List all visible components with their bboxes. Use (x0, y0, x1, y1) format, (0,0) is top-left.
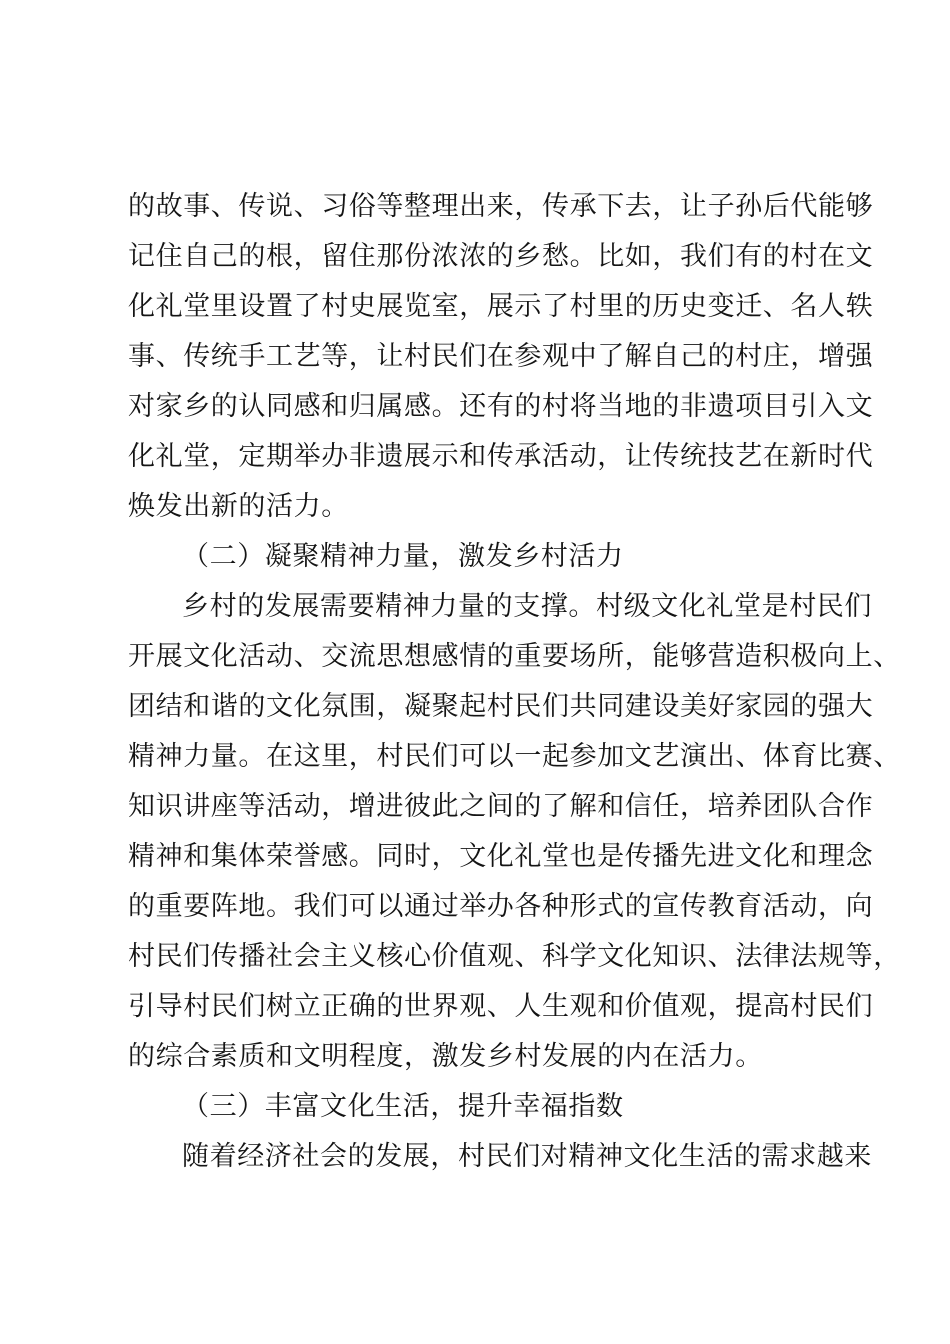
text-line-15: 的重要阵地。我们可以通过举办各种形式的宣传教育活动，向 (128, 891, 874, 922)
text-line-6: 化礼堂，定期举办非遗展示和传承活动，让传统技艺在新时代 (128, 441, 874, 472)
text-line-7: 焕发出新的活力。 (128, 491, 349, 522)
text-line-10: 开展文化活动、交流思想感情的重要场所，能够营造积极向上、 (128, 641, 901, 672)
text-line-3: 化礼堂里设置了村史展览室，展示了村里的历史变迁、名人轶 (128, 291, 874, 322)
text-line-18: 的综合素质和文明程度，激发乡村发展的内在活力。 (128, 1041, 763, 1072)
text-line-4: 事、传统手工艺等，让村民们在参观中了解自己的村庄，增强 (128, 341, 874, 372)
text-line-1: 的故事、传说、习俗等整理出来，传承下去，让子孙后代能够 (128, 191, 874, 222)
text-line-14: 精神和集体荣誉感。同时，文化礼堂也是传播先进文化和理念 (128, 841, 874, 872)
text-line-16: 村民们传播社会主义核心价值观、科学文化知识、法律法规等， (128, 941, 901, 972)
section-heading-3: （三）丰富文化生活，提升幸福指数 (182, 1091, 624, 1122)
text-line-17: 引导村民们树立正确的世界观、人生观和价值观，提高村民们 (128, 991, 874, 1022)
text-line-5: 对家乡的认同感和归属感。还有的村将当地的非遗项目引入文 (128, 391, 874, 422)
text-line-11: 团结和谐的文化氛围，凝聚起村民们共同建设美好家园的强大 (128, 691, 874, 722)
section-heading-2: （二）凝聚精神力量，激发乡村活力 (182, 541, 624, 572)
text-line-12: 精神力量。在这里，村民们可以一起参加文艺演出、体育比赛、 (128, 741, 901, 772)
text-line-9: 乡村的发展需要精神力量的支撑。村级文化礼堂是村民们 (182, 591, 872, 622)
body-text (128, 182, 901, 1182)
text-line-20: 随着经济社会的发展，村民们对精神文化生活的需求越来 (182, 1141, 872, 1172)
text-line-2: 记住自己的根，留住那份浓浓的乡愁。比如，我们有的村在文 (128, 241, 874, 272)
text-line-13: 知识讲座等活动，增进彼此之间的了解和信任，培养团队合作 (128, 791, 874, 822)
